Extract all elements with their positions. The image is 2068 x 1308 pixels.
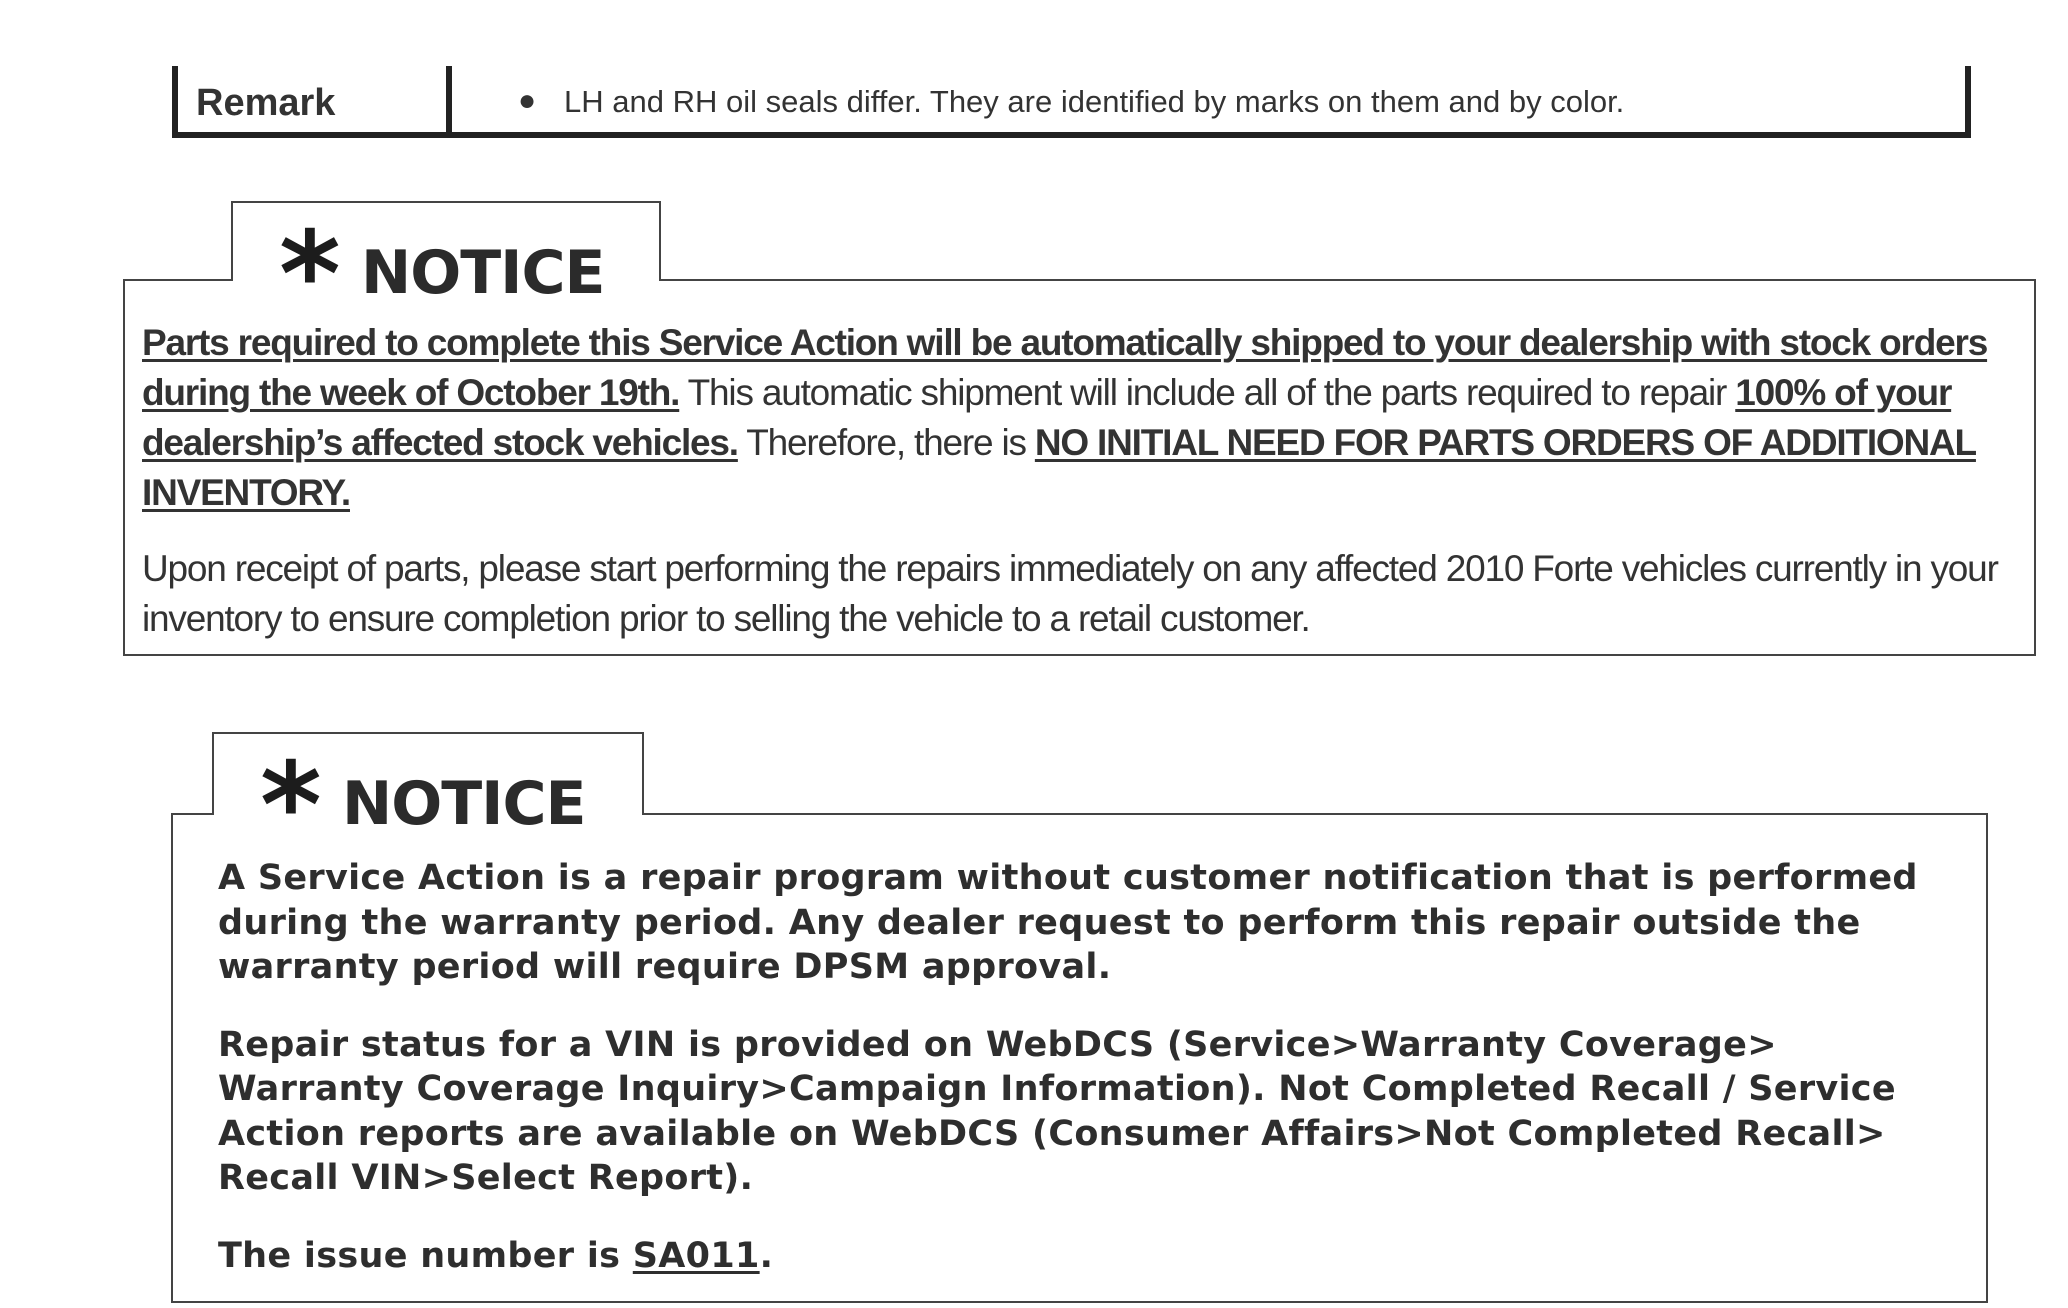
issue-number: SA011 — [632, 1235, 760, 1276]
notice-tab-service-action — [212, 732, 644, 874]
notice-body-service-action — [218, 856, 1978, 1278]
remark-row — [172, 66, 1971, 138]
issue-number-suffix: . — [759, 1235, 774, 1276]
remark-text: LH and RH oil seals differ. They are identified by marks on them and by color. — [564, 84, 1625, 119]
service-action-definition: A Service Action is a repair program without customer notification that is performed during the warranty period. Any dealer request to perform this repair outside the warranty period will require DPSM approval. — [218, 858, 1918, 987]
underlined-stock-text: 100% of your dealership’s affected stock vehicles. — [142, 372, 1952, 463]
notice-body-parts — [142, 318, 2022, 644]
repair-status-line1: Repair status for a VIN is provided on WebDCS (Service>Warranty Coverage> — [218, 1024, 1777, 1065]
issue-number-prefix: The issue number is — [218, 1235, 633, 1276]
notice-title: NOTICE — [342, 769, 586, 839]
therefore-text: Therefore, there is — [737, 422, 1035, 463]
issue-number-paragraph — [218, 1234, 1978, 1279]
repair-instruction-paragraph: Upon receipt of parts, please start performing the repairs immediately on any affected 2010 Forte vehicles currently in your inventory to ensure completion prior to selling the vehicle to a retail customer. — [142, 548, 1998, 639]
underlined-shipment-text: Parts required to complete this Service Action will be automatically shipped to your dealership with stock orders during the week of October 19th. — [142, 322, 1988, 413]
remark-label: Remark — [196, 82, 336, 124]
underlined-no-need-text: NO INITIAL NEED FOR PARTS ORDERS OF ADDITIONAL INVENTORY. — [142, 422, 1976, 513]
bullet-icon: ● — [518, 84, 537, 117]
asterisk-icon: * — [260, 736, 322, 874]
repair-status-paragraph — [218, 1023, 1978, 1201]
remark-divider — [446, 66, 452, 132]
asterisk-icon: * — [279, 205, 341, 343]
repair-status-rest: Warranty Coverage Inquiry>Campaign Information). Not Completed Recall / Service Action reports are available on WebDCS (Consumer Affairs>Not Completed Recall> Recall VIN>Select Report). — [218, 1069, 1896, 1198]
notice-title: NOTICE — [361, 238, 605, 308]
parts-shipment-paragraph — [142, 318, 2022, 518]
notice-tab-parts — [231, 201, 661, 343]
shipment-detail-text: This automatic shipment will include all of the parts required to repair — [679, 372, 1736, 413]
